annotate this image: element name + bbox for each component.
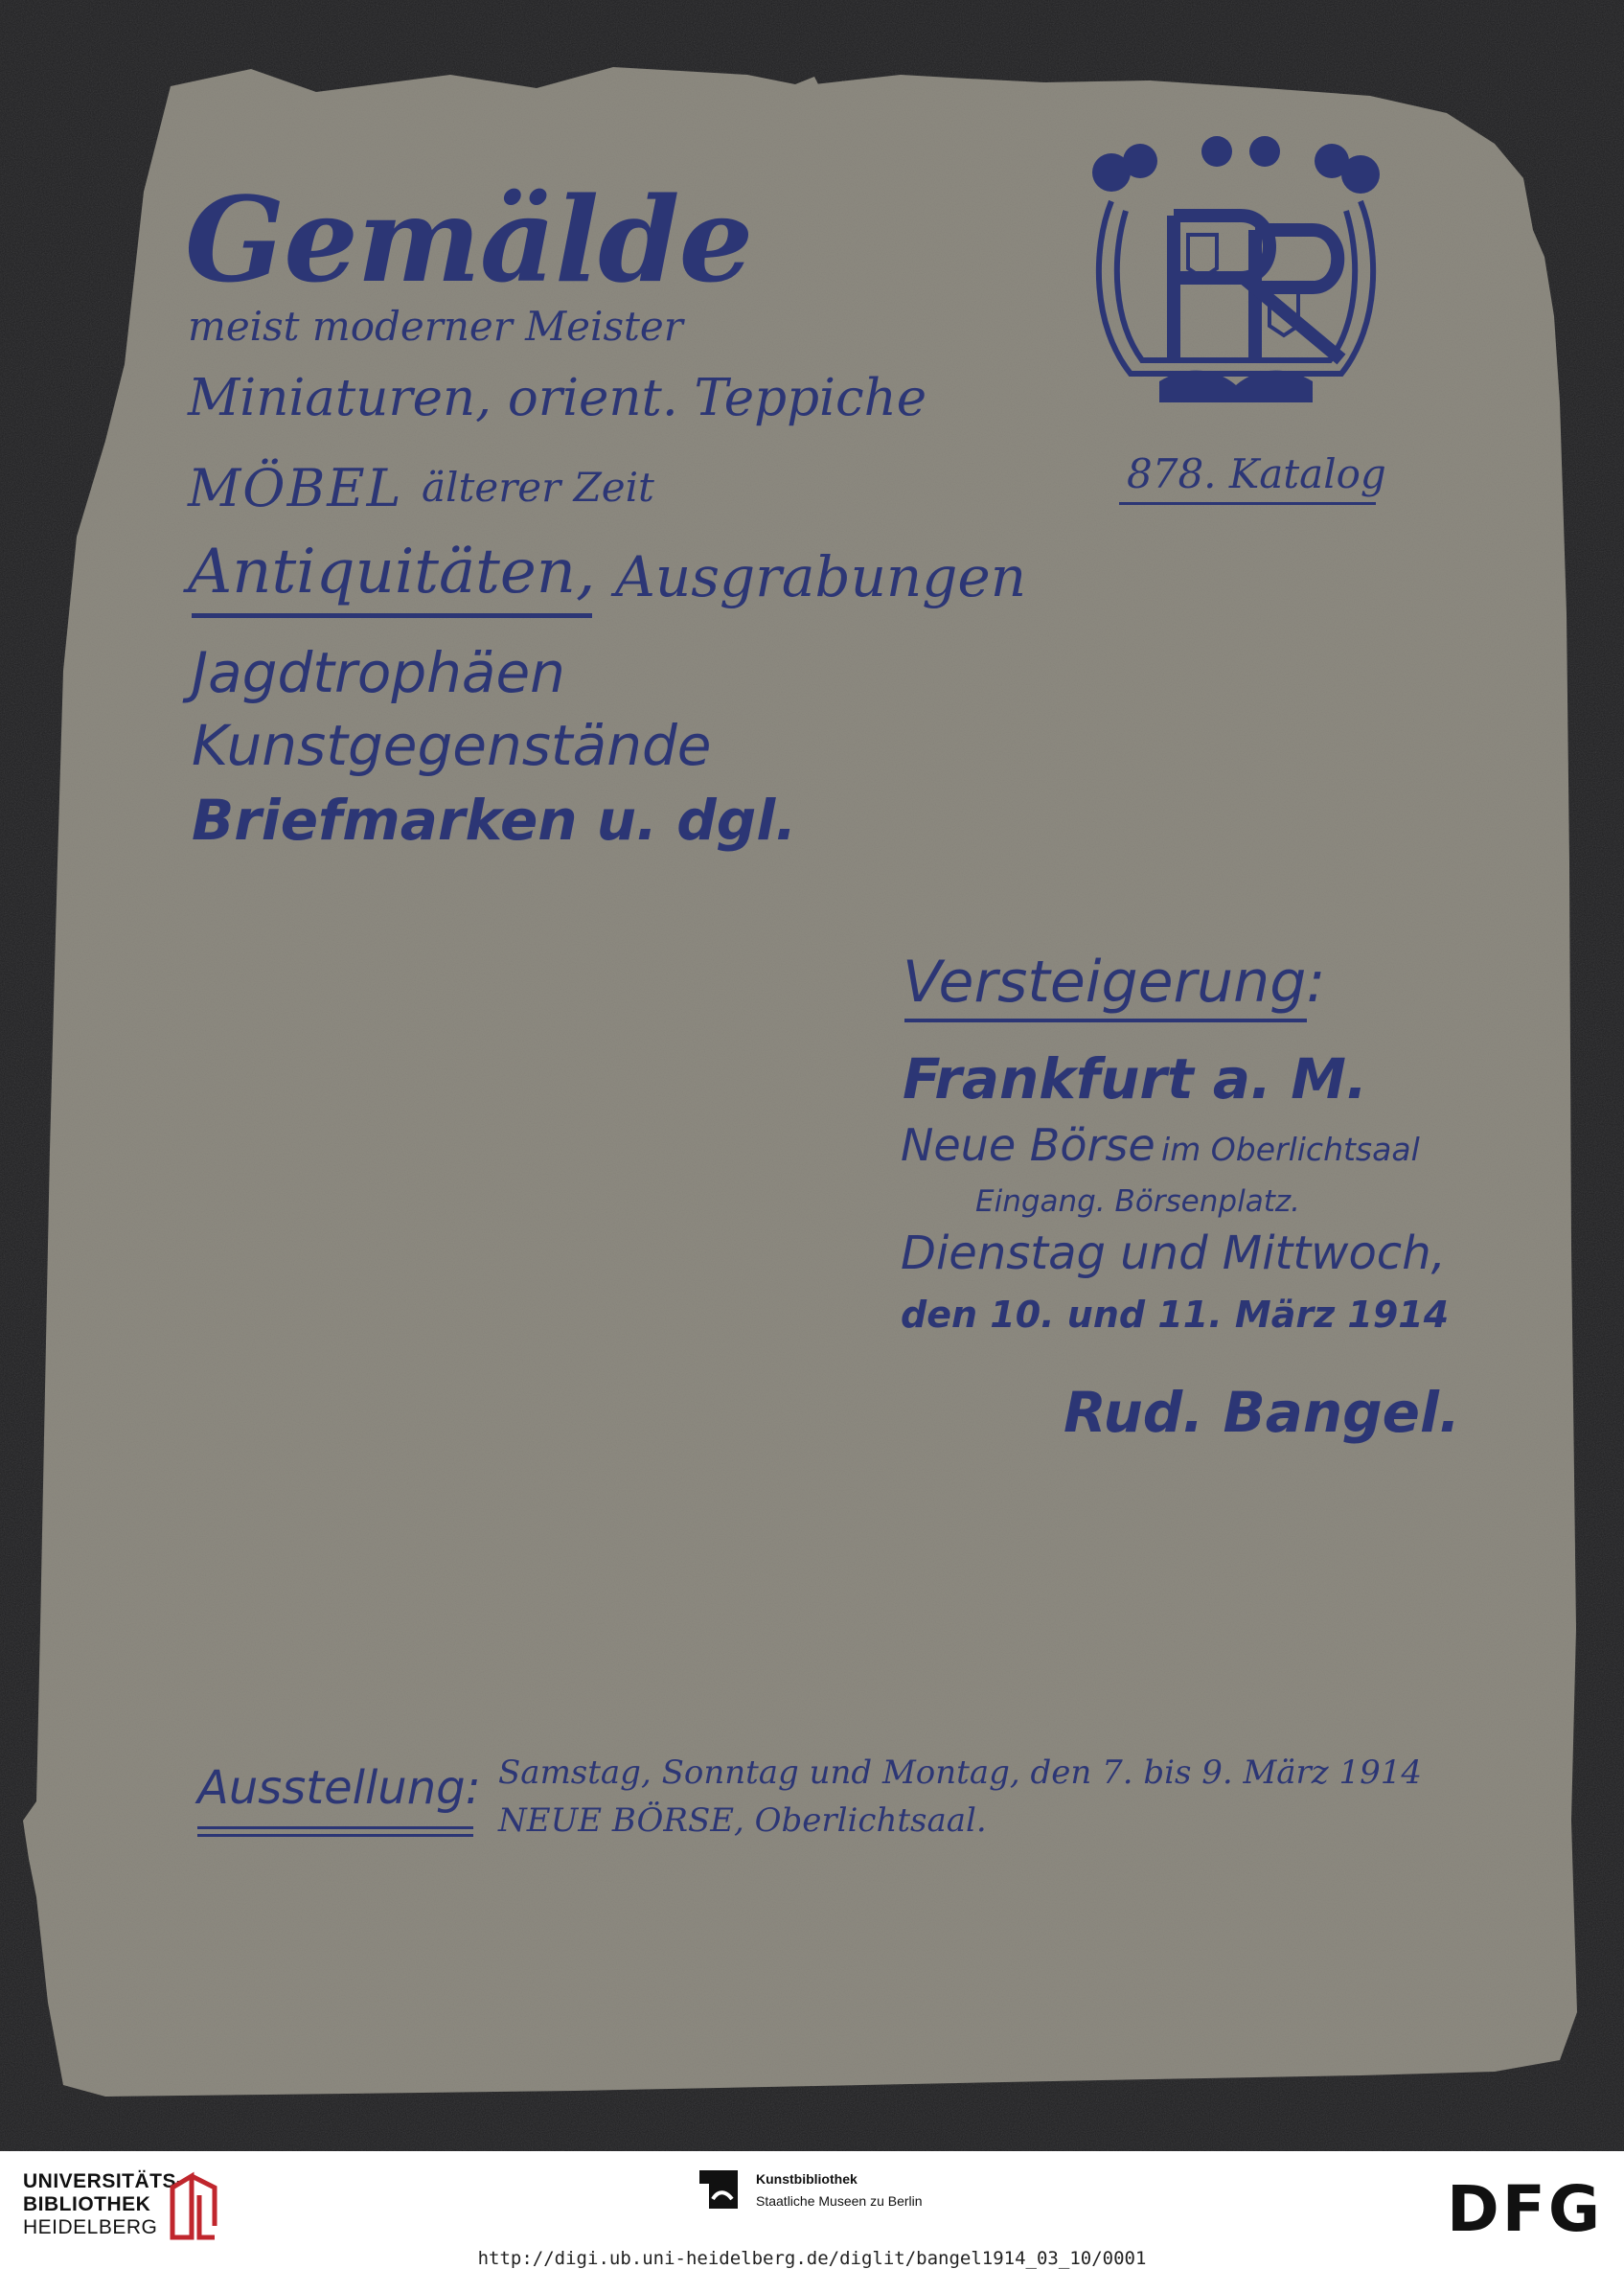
auction-city: Frankfurt a. M. [903, 1046, 1368, 1112]
exhibition-venue: NEUE BÖRSE, Oberlichtsaal. [498, 1801, 987, 1840]
auctioneer-name: Rud. Bangel. [1064, 1380, 1460, 1445]
underline-antiquitaeten [192, 613, 592, 618]
subtitle-meister: meist moderner Meister [188, 303, 683, 350]
ub-heidelberg-name[interactable] [23, 2170, 184, 2239]
underline-katalog [1119, 502, 1376, 505]
line-ausgrabungen: Ausgrabungen [615, 544, 1027, 609]
heading-ausstellung: Ausstellung: [197, 1761, 481, 1815]
ub-line-3: HEIDELBERG [23, 2216, 158, 2238]
monogram-logo [1073, 134, 1399, 422]
line-antiquitaeten: Antiquitäten, [188, 537, 596, 607]
line-miniaturen: Miniaturen, orient. Teppiche [188, 369, 927, 427]
auction-venue: Neue Börse [901, 1119, 1155, 1171]
ub-line-1: UNIVERSITÄTS- [23, 2170, 184, 2192]
auction-date: den 10. und 11. März 1914 [901, 1294, 1450, 1336]
auction-days: Dienstag und Mittwoch, [901, 1226, 1446, 1280]
line-moebel: MÖBEL [188, 458, 403, 518]
underline-ausstellung-1 [197, 1826, 473, 1829]
underline-versteigerung [904, 1019, 1307, 1022]
dfg-logo[interactable]: DFG [1447, 2172, 1604, 2246]
poster-title: Gemälde [185, 171, 753, 309]
line-aelterer-zeit: älterer Zeit [422, 464, 654, 511]
katalog-number: 878. Katalog [1127, 450, 1386, 497]
auction-hall: im Oberlichtsaal [1161, 1131, 1420, 1168]
line-briefmarken: Briefmarken u. dgl. [192, 788, 797, 853]
kunstbibliothek-logo-icon[interactable] [699, 2170, 738, 2209]
underline-ausstellung-2 [197, 1834, 473, 1837]
exhibition-days: Samstag, Sonntag und Montag, den 7. bis 9. März 1914 [498, 1753, 1423, 1792]
ub-line-2: BIBLIOTHEK [23, 2193, 151, 2215]
auction-entrance: Eingang. Börsenplatz. [975, 1184, 1300, 1219]
page-url-link[interactable]: http://digi.ub.uni-heidelberg.de/diglit/bangel1914_03_10/0001 [477, 2248, 1147, 2269]
line-jagdtrophaeen: Jagdtrophäen [192, 640, 565, 705]
kunstbibliothek-subtitle: Staatliche Museen zu Berlin [756, 2193, 923, 2209]
line-kunstgegenstaende: Kunstgegenstände [192, 713, 712, 778]
heading-versteigerung: Versteigerung: [903, 949, 1326, 1016]
ub-heidelberg-logo-icon[interactable] [165, 2168, 222, 2245]
kunstbibliothek-name[interactable]: Kunstbibliothek [756, 2171, 858, 2187]
